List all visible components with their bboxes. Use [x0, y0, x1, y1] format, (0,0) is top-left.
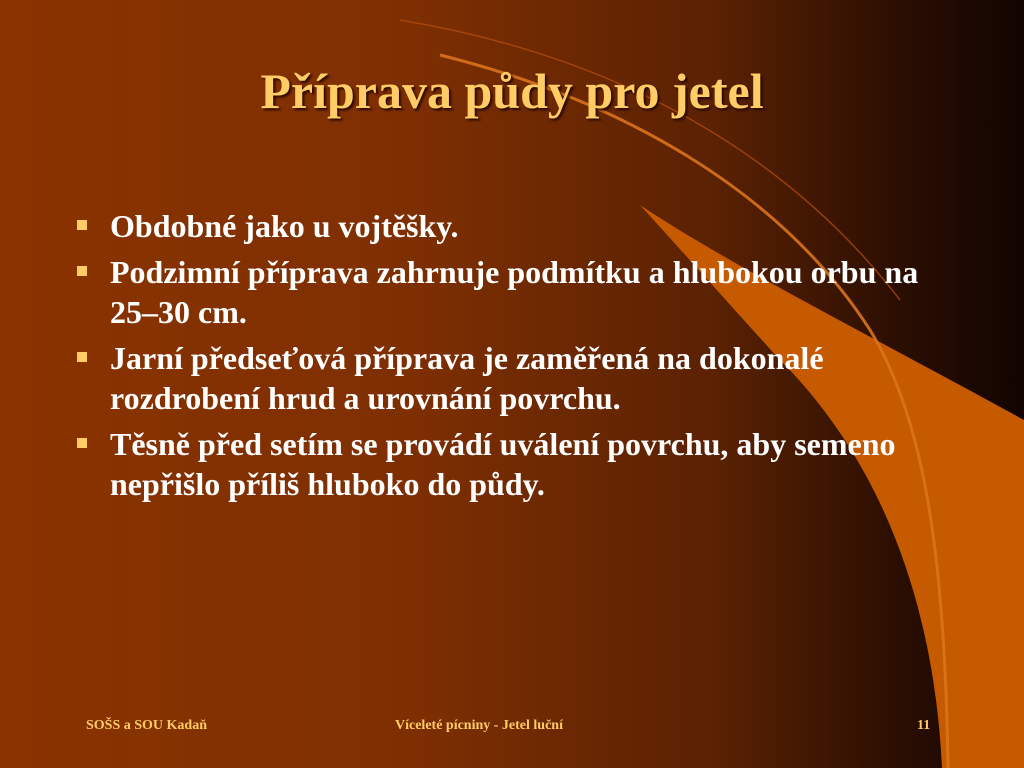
bullet-text: Obdobné jako u vojtěšky. — [110, 208, 459, 244]
bullet-text: Jarní předseťová příprava je zaměřená na dokonalé rozdrobení hrud a urovnání povrchu. — [110, 340, 824, 416]
slide-title: Příprava půdy pro jetel — [260, 63, 764, 119]
bullet-text: Podzimní příprava zahrnuje podmítku a hlubokou orbu na 25–30 cm. — [110, 254, 919, 330]
square-bullet-icon — [77, 266, 87, 276]
bullet-item — [70, 206, 930, 246]
slide-number: 11 — [917, 718, 931, 733]
bullet-text: Těsně před setím se provádí uválení povrchu, aby semeno nepřišlo příliš hluboko do půdy. — [110, 426, 896, 502]
bullet-list — [70, 206, 930, 510]
footer-presentation-title: Víceleté pícniny - Jetel luční — [395, 718, 563, 733]
square-bullet-icon — [77, 438, 87, 448]
bullet-item — [70, 424, 930, 504]
bullet-item — [70, 252, 930, 332]
footer-organization: SOŠS a SOU Kadaň — [86, 718, 207, 733]
square-bullet-icon — [77, 220, 87, 230]
square-bullet-icon — [77, 352, 87, 362]
bullet-item — [70, 338, 930, 418]
